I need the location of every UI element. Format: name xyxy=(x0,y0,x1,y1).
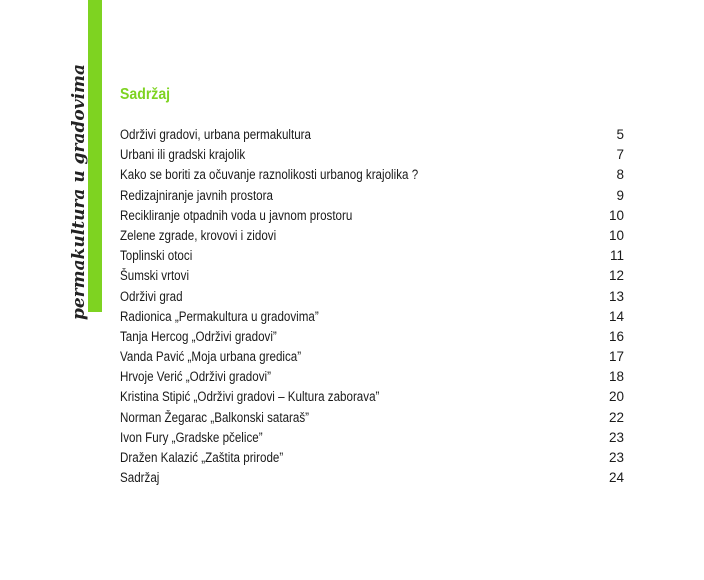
toc-list xyxy=(120,127,624,490)
toc-entry-page: 5 xyxy=(616,127,624,142)
toc-entry-title: Toplinski otoci xyxy=(120,248,193,264)
toc-entry[interactable] xyxy=(120,248,624,268)
toc-entry-title: Radionica „Permakultura u gradovima” xyxy=(120,308,319,324)
toc-entry-page: 23 xyxy=(608,450,624,465)
toc-entry[interactable] xyxy=(120,430,624,450)
toc-entry[interactable] xyxy=(120,188,624,208)
toc-entry-page: 17 xyxy=(608,349,624,365)
toc-entry-page: 16 xyxy=(608,328,624,344)
toc-entry-title: Kristina Stipić „Održivi gradovi – Kultura zaborava” xyxy=(120,389,380,405)
toc-entry[interactable] xyxy=(120,309,624,329)
toc-entry[interactable] xyxy=(120,228,624,248)
toc-heading: Sadržaj xyxy=(120,86,171,103)
toc-entry-page: 10 xyxy=(608,207,624,223)
toc-entry-title: Norman Žegarac „Balkonski sataraš” xyxy=(120,409,310,425)
toc-entry-title: Vanda Pavić „Moja urbana gredica” xyxy=(120,349,302,365)
toc-entry[interactable] xyxy=(120,289,624,309)
toc-entry[interactable] xyxy=(120,369,624,389)
toc-entry-title: Ivon Fury „Gradske pčelice” xyxy=(120,429,263,445)
toc-entry-page: 23 xyxy=(608,429,624,445)
toc-entry-page: 8 xyxy=(616,167,624,183)
toc-entry[interactable] xyxy=(120,410,624,430)
spine-title-text: permakultura u gradovima xyxy=(69,63,89,321)
toc-entry-page: 20 xyxy=(608,389,624,405)
toc-entry-title: Sadržaj xyxy=(120,470,160,486)
toc-entry[interactable] xyxy=(120,268,624,288)
toc-entry-title: Redizajniranje javnih prostora xyxy=(120,187,273,203)
toc-entry-page: 18 xyxy=(608,369,624,385)
toc-entry-page: 22 xyxy=(608,409,624,425)
toc-entry-page: 10 xyxy=(608,227,624,243)
toc-entry[interactable] xyxy=(120,127,624,147)
toc-entry-title: Šumski vrtovi xyxy=(120,268,190,284)
toc-entry-page: 12 xyxy=(608,268,624,284)
toc-entry-title: Hrvoje Verić „Održivi gradovi” xyxy=(120,369,271,385)
toc-entry-title: Održivi gradovi, urbana permakultura xyxy=(120,127,312,142)
toc-entry-title: Dražen Kalazić „Zaštita prirode” xyxy=(120,450,284,465)
toc-entry-title: Urbani ili gradski krajolik xyxy=(120,147,246,163)
toc-entry[interactable] xyxy=(120,329,624,349)
toc-entry-page: 24 xyxy=(608,470,624,486)
toc-entry-title: Kako se boriti za očuvanje raznolikosti urbanog krajolika ? xyxy=(120,167,419,183)
toc-entry-page: 13 xyxy=(608,288,624,304)
toc-entry-page: 11 xyxy=(609,248,624,264)
accent-bar xyxy=(88,0,102,312)
toc-entry[interactable] xyxy=(120,349,624,369)
toc-entry-title: Zelene zgrade, krovovi i zidovi xyxy=(120,227,277,243)
toc-entry[interactable] xyxy=(120,167,624,187)
toc-entry[interactable] xyxy=(120,208,624,228)
toc-entry-title: Tanja Hercog „Održivi gradovi” xyxy=(120,328,277,344)
toc-entry[interactable] xyxy=(120,389,624,409)
spine-title xyxy=(69,63,89,321)
toc-entry-title: Održivi grad xyxy=(120,288,183,304)
toc-entry-title: Recikliranje otpadnih voda u javnom prostoru xyxy=(120,207,353,223)
toc-entry[interactable] xyxy=(120,147,624,167)
toc-entry[interactable] xyxy=(120,450,624,470)
toc-entry-page: 7 xyxy=(616,147,624,163)
toc-entry-page: 9 xyxy=(616,187,624,203)
toc-entry-page: 14 xyxy=(608,308,624,324)
toc-entry[interactable] xyxy=(120,470,624,490)
